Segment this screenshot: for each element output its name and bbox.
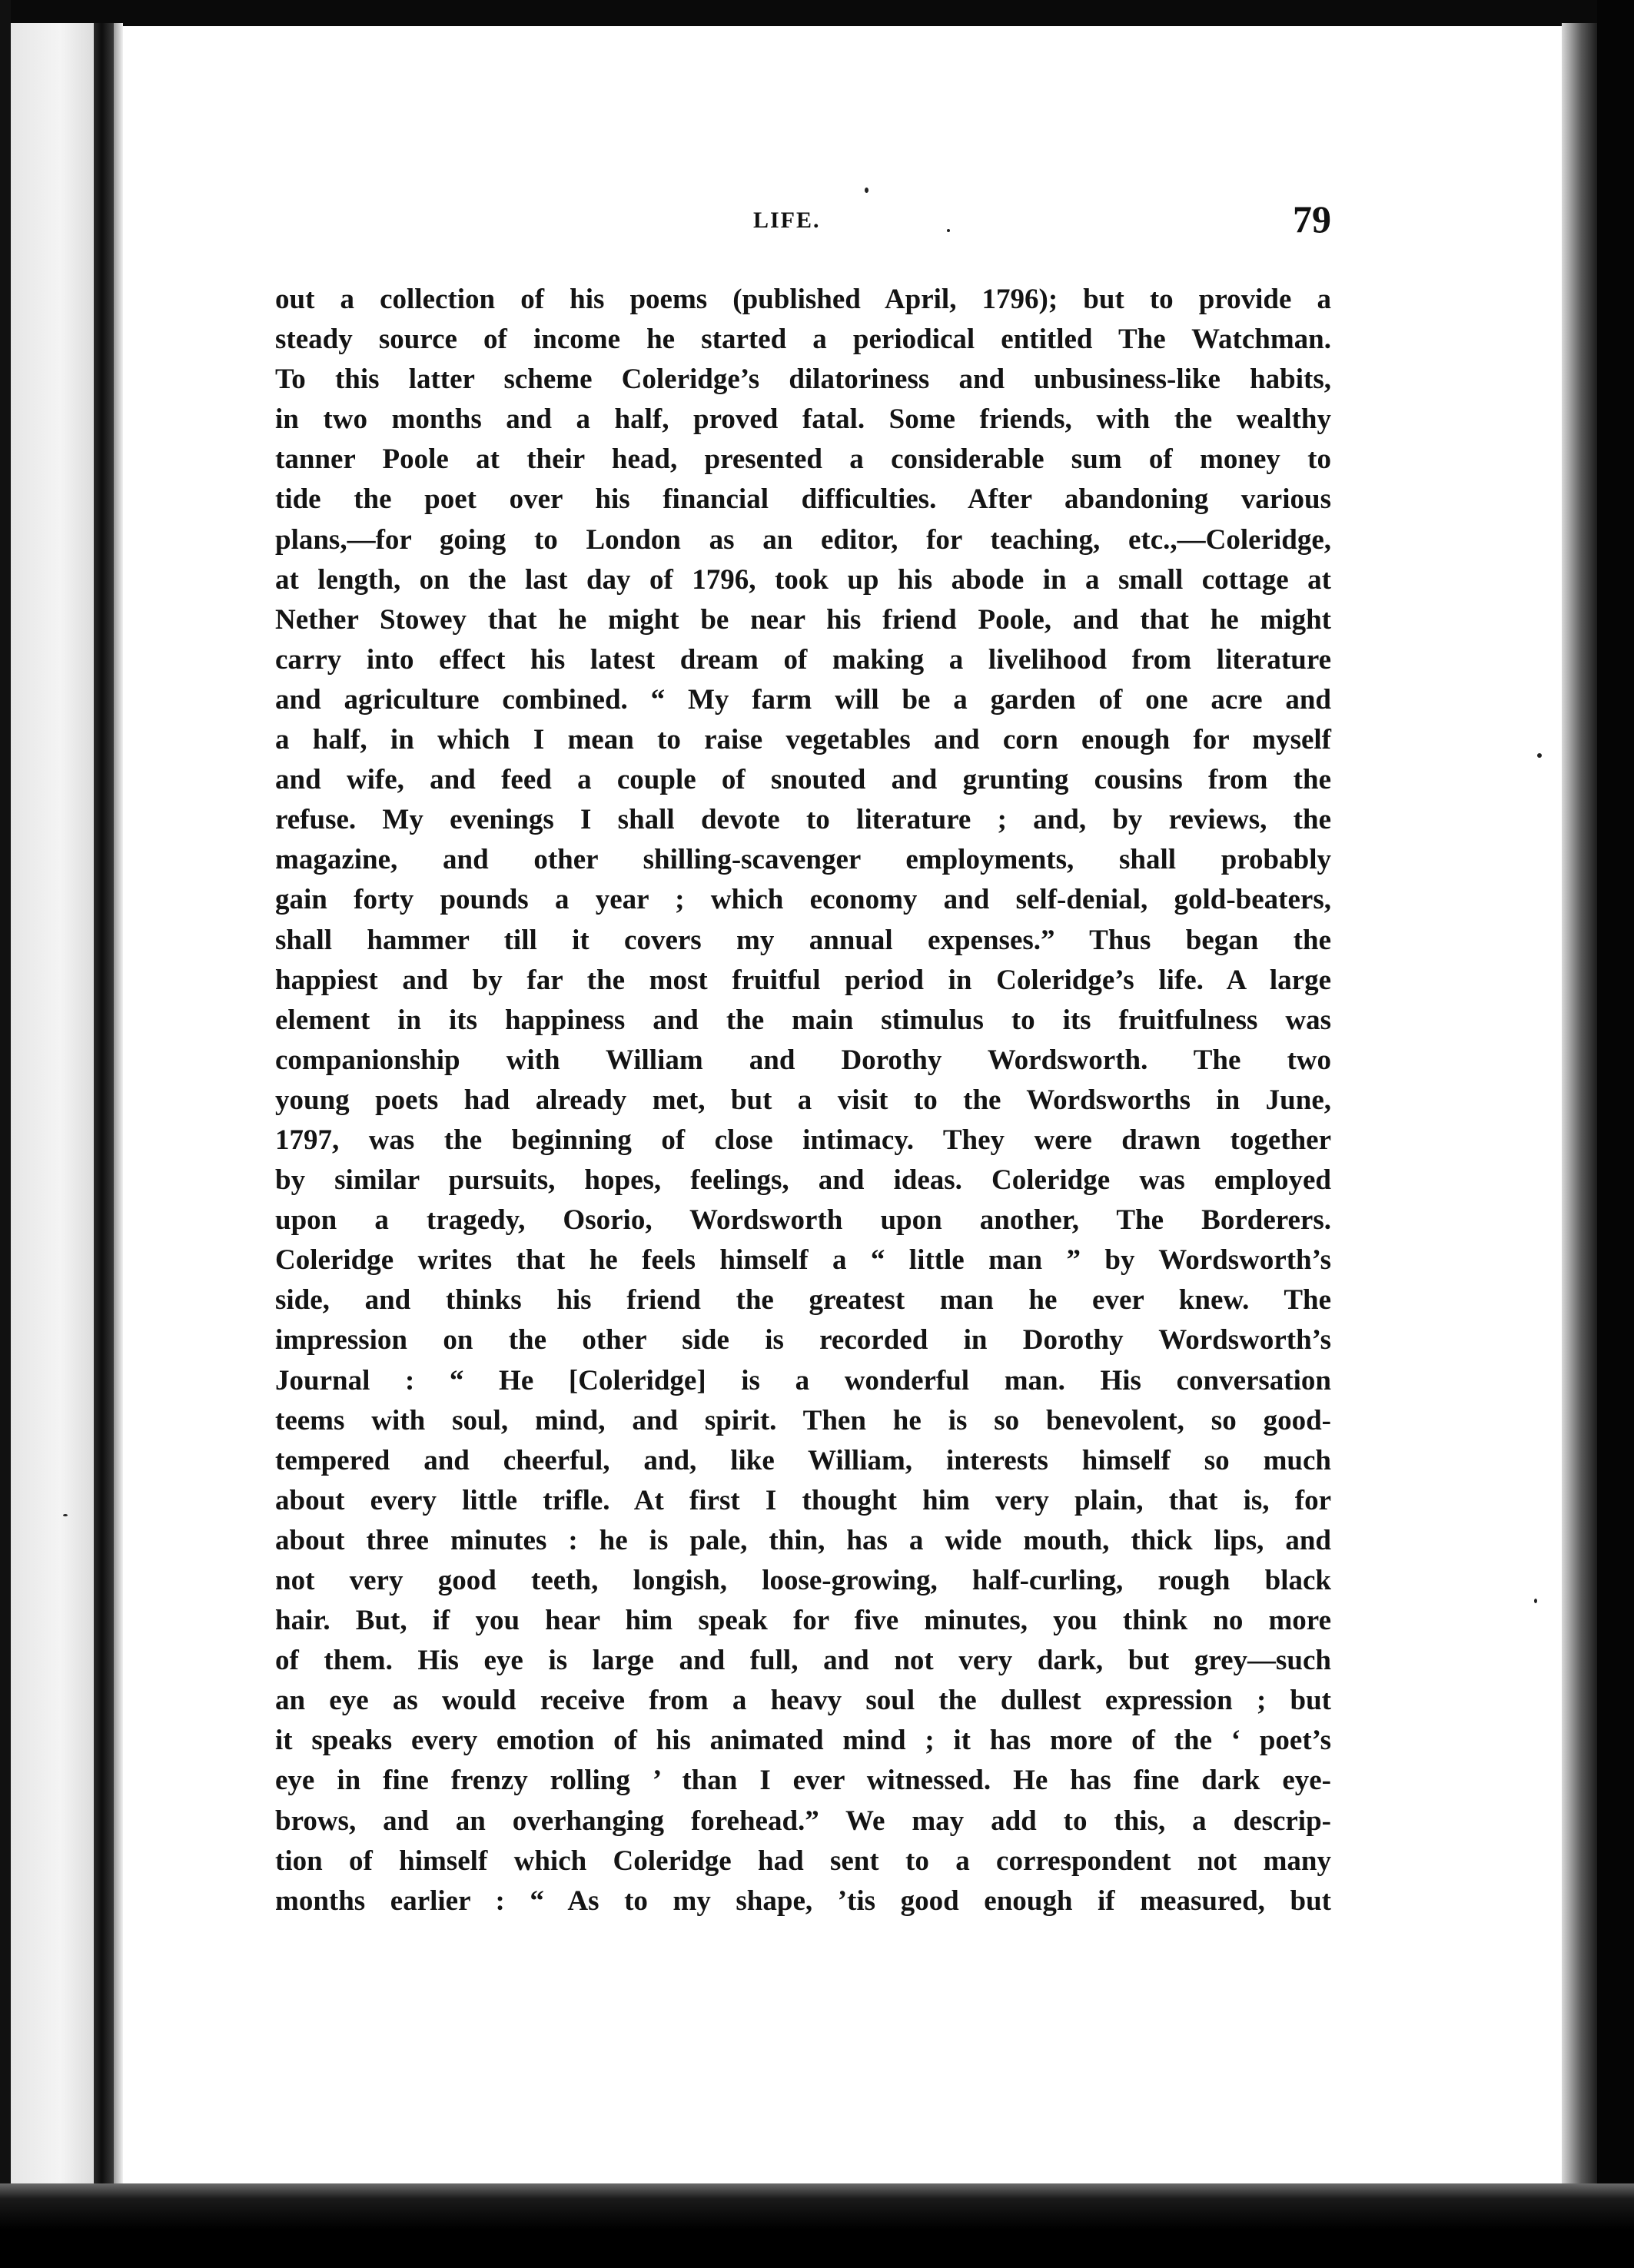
text-line: To this latter scheme Coleridge’s dilatoriness and unbusiness-like habits, [275, 364, 1331, 396]
text-line: happiest and by far the most fruitful period in Coleridge’s life. A large [275, 964, 1331, 996]
book-binding-gutter [94, 23, 114, 2198]
text-line: gain forty pounds a year ; which economy and self-denial, gold-beaters, [275, 884, 1331, 916]
text-line: at length, on the last day of 1796, took up his abode in a small cottage at [275, 563, 1331, 596]
running-head: LIFE. [753, 208, 821, 233]
scan-border-top [0, 0, 1634, 26]
page-number: 79 [1293, 198, 1331, 241]
scan-border-right [1597, 0, 1634, 2268]
text-line: magazine, and other shilling-scavenger employments, shall probably [275, 844, 1331, 876]
text-line: and wife, and feed a couple of snouted and grunting cousins from the [275, 764, 1331, 796]
text-line: and agriculture combined. “ My farm will be a garden of one acre and [275, 683, 1331, 716]
text-line: months earlier : “ As to my shape, ’tis good enough if measured, but [275, 1884, 1331, 1917]
text-line: about every little trifle. At first I thought him very plain, that is, for [275, 1484, 1331, 1516]
text-line: eye in fine frenzy rolling ’ than I ever witnessed. He has fine dark eye- [275, 1765, 1331, 1797]
text-line: an eye as would receive from a heavy soul the dullest expression ; but [275, 1685, 1331, 1717]
page-right-edge-shadow [1562, 23, 1597, 2198]
text-line: tion of himself which Coleridge had sent to a correspondent not many [275, 1845, 1331, 1877]
body-text [275, 280, 1331, 1921]
text-line: steady source of income he started a periodical entitled The Watchman. [275, 324, 1331, 356]
text-line: 1797, was the beginning of close intimacy. They were drawn together [275, 1124, 1331, 1156]
scan-border-bottom [0, 2183, 1634, 2268]
text-line: tempered and cheerful, and, like William, interests himself so much [275, 1444, 1331, 1476]
text-line: Journal : “ He [Coleridge] is a wonderful man. His conversation [275, 1364, 1331, 1396]
text-line: brows, and an overhanging forehead.” We may add to this, a descrip- [275, 1805, 1331, 1837]
text-line: companionship with William and Dorothy Wordsworth. The two [275, 1044, 1331, 1076]
text-line: Coleridge writes that he feels himself a “ little man ” by Wordsworth’s [275, 1244, 1331, 1277]
text-line: shall hammer till it covers my annual expenses.” Thus began the [275, 924, 1331, 956]
text-line: hair. But, if you hear him speak for five minutes, you think no more [275, 1605, 1331, 1637]
text-line: by similar pursuits, hopes, feelings, and ideas. Coleridge was employed [275, 1164, 1331, 1197]
page-header [277, 198, 1331, 247]
text-line: out a collection of his poems (published April, 1796); but to provide a [275, 284, 1331, 315]
text-line: impression on the other side is recorded in Dorothy Wordsworth’s [275, 1324, 1331, 1356]
text-line: tanner Poole at their head, presented a considerable sum of money to [275, 443, 1331, 476]
text-line: teems with soul, mind, and spirit. Then he is so benevolent, so good- [275, 1404, 1331, 1436]
text-line: side, and thinks his friend the greatest man he ever knew. The [275, 1284, 1331, 1317]
text-line: Nether Stowey that he might be near his friend Poole, and that he might [275, 603, 1331, 636]
gutter-shadow [114, 23, 123, 2198]
text-line: not very good teeth, longish, loose-growing, half-curling, rough black [275, 1565, 1331, 1596]
text-line: a half, in which I mean to raise vegetables and corn enough for myself [275, 724, 1331, 756]
scan-border-left [0, 0, 11, 2268]
facing-page-edge [11, 23, 94, 2198]
text-line: carry into effect his latest dream of making a livelihood from literature [275, 643, 1331, 676]
text-line: of them. His eye is large and full, and not very dark, but grey—such [275, 1645, 1331, 1677]
text-line: element in its happiness and the main stimulus to its fruitfulness was [275, 1004, 1331, 1036]
text-line: young poets had already met, but a visit to the Wordsworths in June, [275, 1084, 1331, 1116]
text-line: it speaks every emotion of his animated mind ; it has more of the ‘ poet’s [275, 1725, 1331, 1757]
text-line: refuse. My evenings I shall devote to literature ; and, by reviews, the [275, 804, 1331, 836]
text-line: about three minutes : he is pale, thin, has a wide mouth, thick lips, and [275, 1524, 1331, 1556]
text-line: plans,—for going to London as an editor, for teaching, etc.,—Coleridge, [275, 523, 1331, 556]
text-line: upon a tragedy, Osorio, Wordsworth upon another, The Borderers. [275, 1204, 1331, 1237]
text-line: tide the poet over his financial difficulties. After abandoning various [275, 483, 1331, 516]
text-line: in two months and a half, proved fatal. Some friends, with the wealthy [275, 403, 1331, 436]
